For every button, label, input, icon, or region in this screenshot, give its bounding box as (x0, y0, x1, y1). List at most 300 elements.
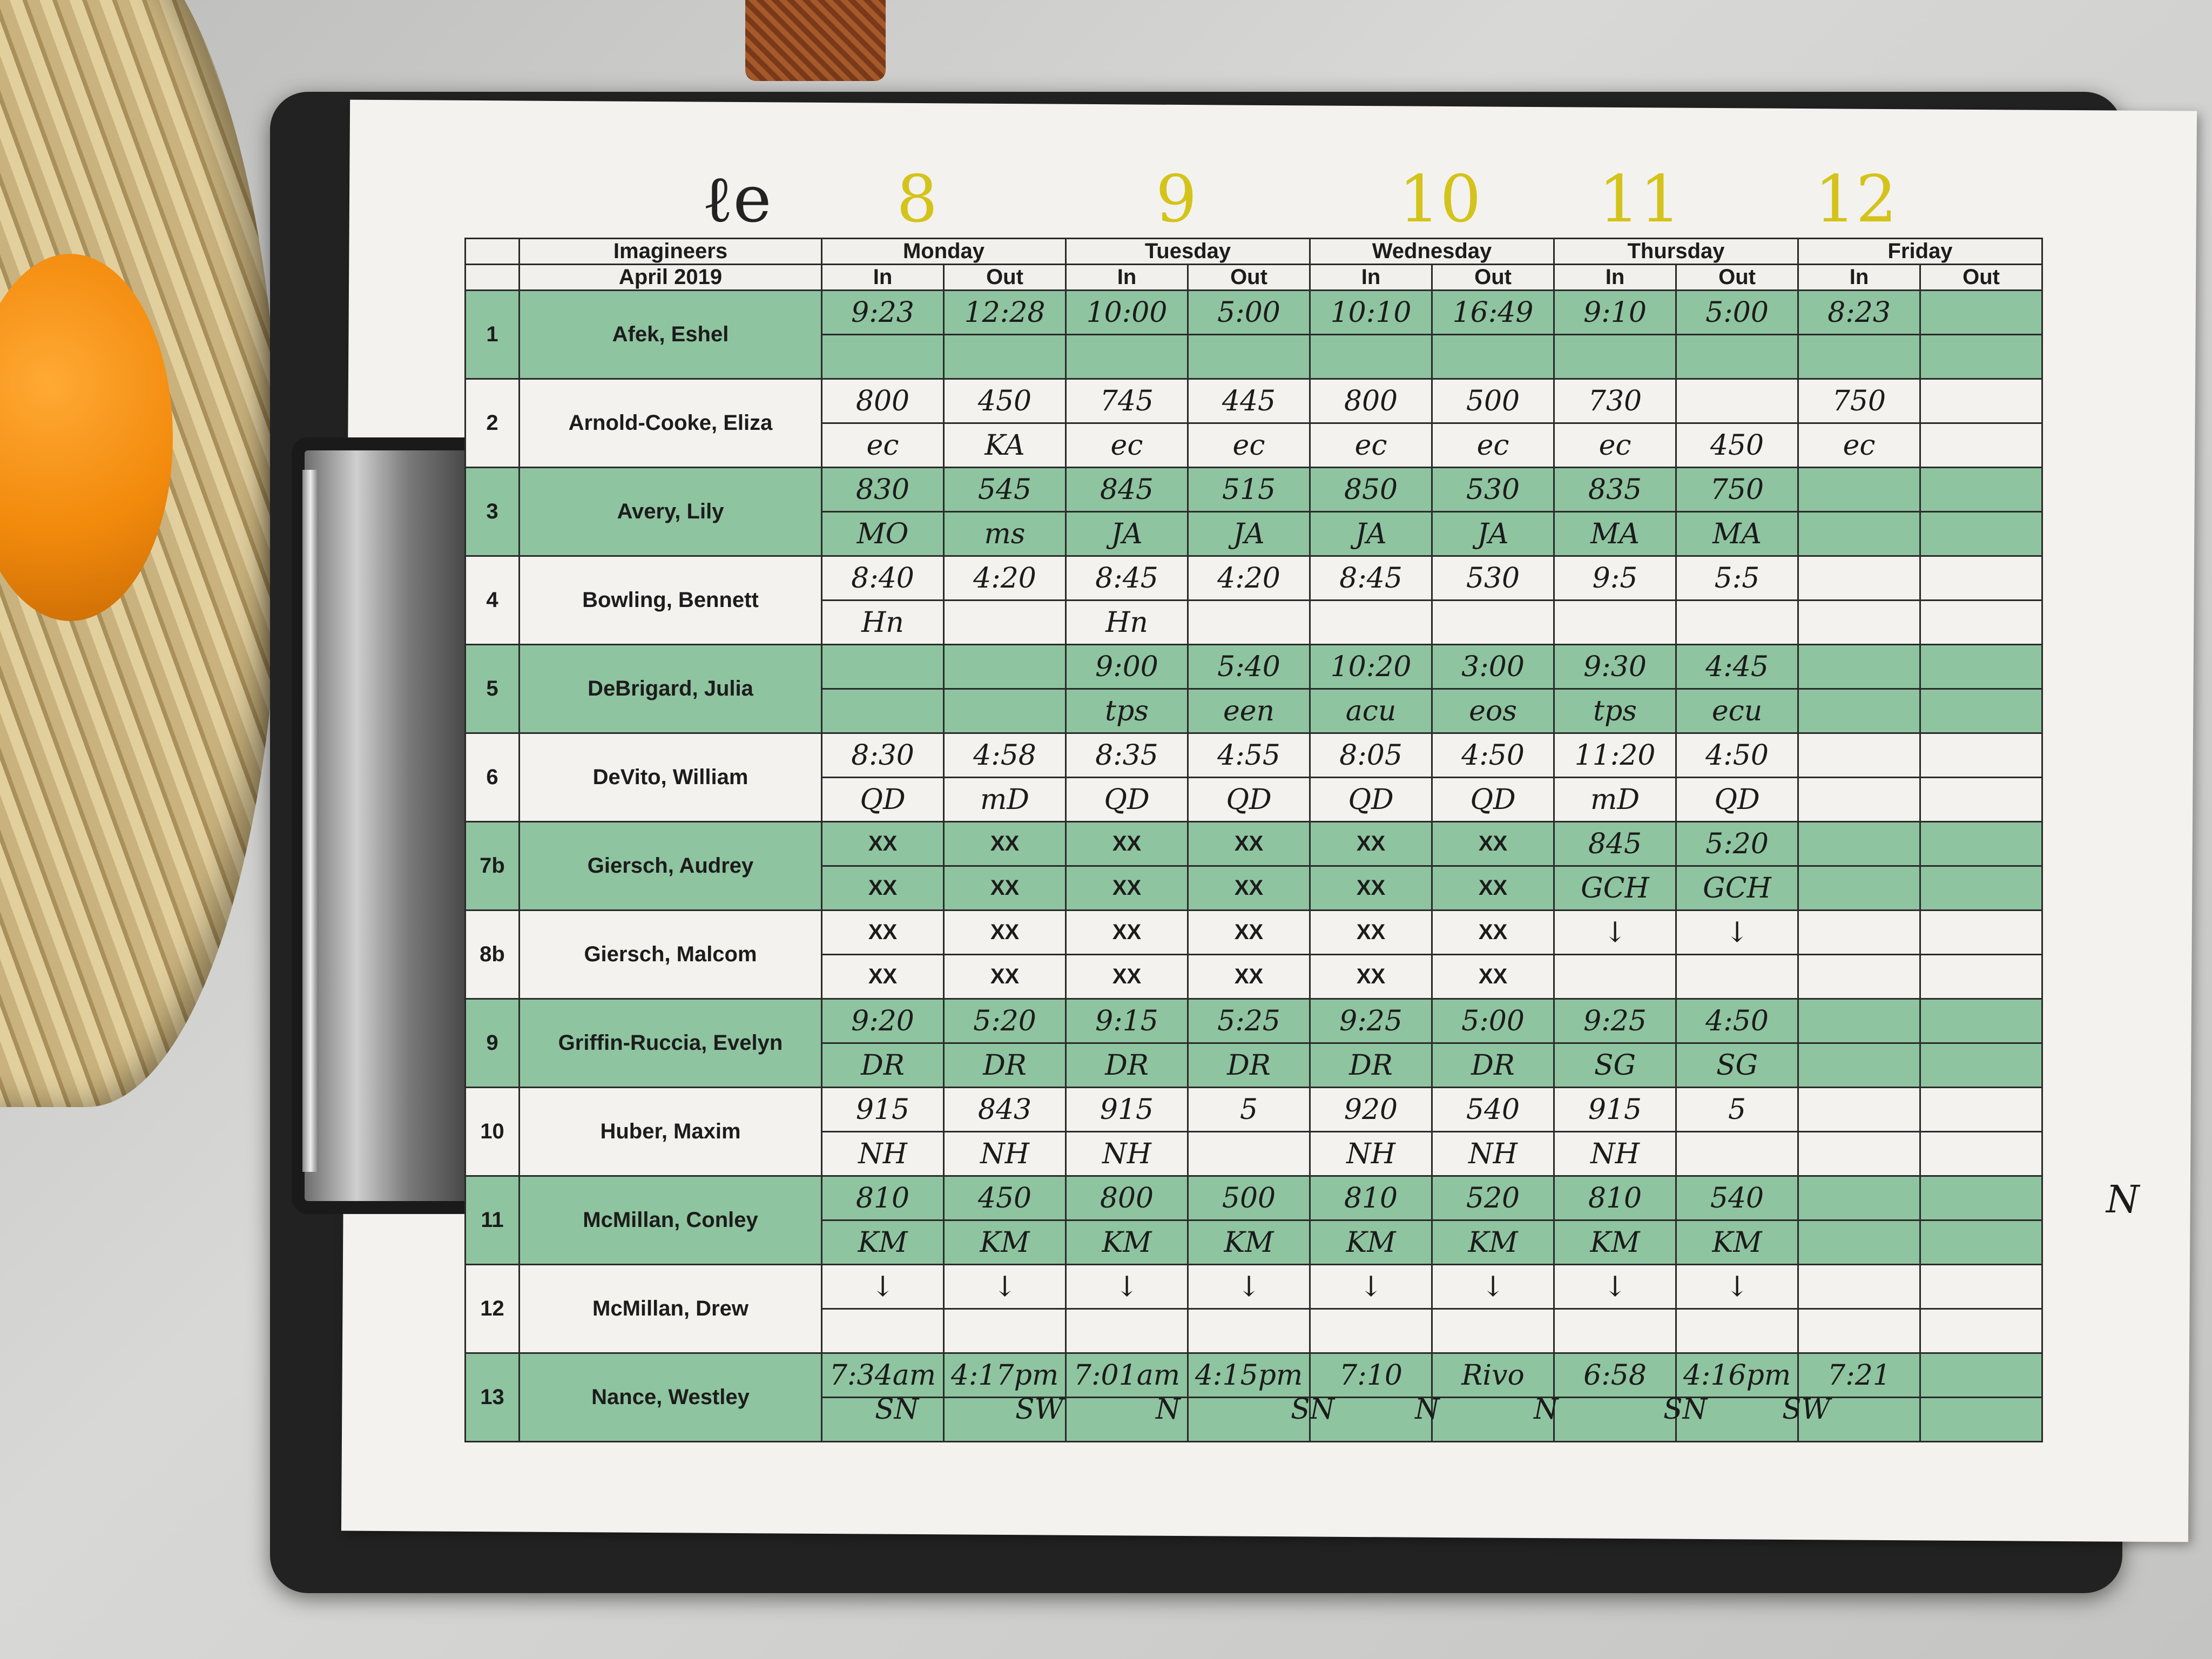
employee-name: McMillan, Conley (520, 1176, 822, 1265)
time-in-cell[interactable] (1554, 955, 1676, 999)
time-out-cell[interactable]: ↓ (1432, 1265, 1554, 1309)
time-in-cell[interactable]: NH (822, 1132, 944, 1176)
time-out-cell[interactable] (1920, 1265, 2042, 1309)
row-number: 10 (466, 1088, 520, 1176)
time-in-cell[interactable] (1554, 335, 1676, 379)
time-out-cell[interactable]: 4:55 (1188, 733, 1310, 778)
time-out-cell[interactable]: 5:20 (1676, 822, 1798, 866)
time-in-cell[interactable]: 9:15 (1066, 999, 1188, 1043)
time-in-cell[interactable]: 7:21 (1798, 1353, 1920, 1398)
time-in-cell[interactable]: ec (1554, 423, 1676, 468)
time-in-cell[interactable]: XX (822, 822, 944, 866)
row-number: 5 (466, 645, 520, 733)
time-out-cell[interactable]: KM (944, 1220, 1066, 1265)
time-out-cell[interactable]: 500 (1432, 379, 1554, 423)
time-out-cell[interactable] (1920, 1043, 2042, 1088)
time-out-cell[interactable] (1676, 1132, 1798, 1176)
time-out-cell[interactable] (1920, 1398, 2042, 1442)
time-out-cell[interactable] (1676, 379, 1798, 423)
time-out-cell[interactable]: 540 (1676, 1176, 1798, 1220)
table-row (466, 468, 2042, 512)
time-in-cell[interactable]: 800 (1066, 1176, 1188, 1220)
time-out-cell[interactable] (1920, 379, 2042, 423)
time-out-cell[interactable]: DR (1188, 1043, 1310, 1088)
time-in-cell[interactable]: ↓ (822, 1265, 944, 1309)
time-in-cell[interactable]: 10:10 (1310, 291, 1432, 335)
time-in-cell[interactable]: ↓ (1066, 1265, 1188, 1309)
side-initial-mark: N (2106, 1177, 2140, 1222)
time-out-cell[interactable]: 750 (1676, 468, 1798, 512)
time-out-cell[interactable]: ↓ (1188, 1265, 1310, 1309)
time-in-cell[interactable]: KM (1066, 1220, 1188, 1265)
time-out-cell[interactable] (1920, 601, 2042, 645)
time-in-cell[interactable] (1798, 1265, 1920, 1309)
time-out-cell[interactable] (1920, 512, 2042, 556)
time-in-cell[interactable] (1798, 866, 1920, 911)
time-in-cell[interactable]: DR (1310, 1043, 1432, 1088)
time-in-cell[interactable]: Hn (1066, 601, 1188, 645)
time-out-cell[interactable] (1920, 911, 2042, 955)
time-out-cell[interactable]: 450 (944, 1176, 1066, 1220)
time-out-cell[interactable]: ec (1188, 423, 1310, 468)
time-out-cell[interactable]: 520 (1432, 1176, 1554, 1220)
time-out-cell[interactable]: 5:40 (1188, 645, 1310, 689)
time-in-cell[interactable]: 810 (822, 1176, 944, 1220)
time-out-cell[interactable] (1432, 1309, 1554, 1353)
time-in-cell[interactable]: QD (822, 778, 944, 822)
day-header-tuesday: Tuesday (1066, 239, 1310, 265)
time-in-cell[interactable]: 835 (1554, 468, 1676, 512)
time-in-cell[interactable]: Hn (822, 601, 944, 645)
time-out-cell[interactable]: XX (1188, 866, 1310, 911)
time-out-cell[interactable]: 4:20 (944, 556, 1066, 601)
header-row-inout (466, 265, 2042, 291)
employee-name: Arnold-Cooke, Eliza (520, 379, 822, 468)
time-out-cell[interactable]: 5:25 (1188, 999, 1310, 1043)
time-out-cell[interactable]: XX (1432, 955, 1554, 999)
time-out-cell[interactable]: XX (1188, 955, 1310, 999)
time-out-cell[interactable] (1920, 1176, 2042, 1220)
time-in-cell[interactable]: XX (1310, 866, 1432, 911)
time-out-cell[interactable]: KA (944, 423, 1066, 468)
time-in-cell[interactable] (1798, 1220, 1920, 1265)
row-number: 3 (466, 468, 520, 556)
time-out-cell[interactable]: 5:00 (1188, 291, 1310, 335)
time-in-cell[interactable]: 800 (822, 379, 944, 423)
time-out-cell[interactable]: GCH (1676, 866, 1798, 911)
time-in-cell[interactable]: XX (1066, 822, 1188, 866)
in-label: In (1066, 265, 1188, 291)
time-out-cell[interactable]: KM (1432, 1220, 1554, 1265)
time-in-cell[interactable]: ↓ (1310, 1265, 1432, 1309)
time-out-cell[interactable]: 4:20 (1188, 556, 1310, 601)
time-out-cell[interactable]: XX (1432, 911, 1554, 955)
time-out-cell[interactable] (1188, 1309, 1310, 1353)
time-in-cell[interactable] (822, 335, 944, 379)
time-in-cell[interactable]: DR (1066, 1043, 1188, 1088)
time-out-cell[interactable]: QD (1432, 778, 1554, 822)
time-out-cell[interactable]: mD (944, 778, 1066, 822)
time-out-cell[interactable]: 4:15pm (1188, 1353, 1310, 1398)
time-in-cell[interactable]: XX (822, 955, 944, 999)
time-in-cell[interactable] (1798, 601, 1920, 645)
time-in-cell[interactable]: 7:01am (1066, 1353, 1188, 1398)
time-in-cell[interactable]: DR (822, 1043, 944, 1088)
time-out-cell[interactable]: ecu (1676, 689, 1798, 733)
attendance-table (464, 238, 2043, 1442)
time-out-cell[interactable]: 450 (1676, 423, 1798, 468)
time-in-cell[interactable]: 9:10 (1554, 291, 1676, 335)
time-in-cell[interactable]: XX (1066, 866, 1188, 911)
time-out-cell[interactable]: 5 (1188, 1088, 1310, 1132)
time-out-cell[interactable]: ms (944, 512, 1066, 556)
time-in-cell[interactable]: 8:40 (822, 556, 944, 601)
time-in-cell[interactable]: 10:00 (1066, 291, 1188, 335)
time-out-cell[interactable]: QD (1188, 778, 1310, 822)
time-in-cell[interactable]: 9:30 (1554, 645, 1676, 689)
table-row (466, 291, 2042, 335)
time-in-cell[interactable]: tps (1066, 689, 1188, 733)
time-out-cell[interactable] (1920, 999, 2042, 1043)
time-in-cell[interactable]: ec (822, 423, 944, 468)
time-in-cell[interactable]: 830 (822, 468, 944, 512)
table-row (466, 822, 2042, 866)
time-out-cell[interactable] (1188, 1132, 1310, 1176)
time-out-cell[interactable] (944, 1309, 1066, 1353)
time-in-cell[interactable]: 8:23 (1798, 291, 1920, 335)
time-out-cell[interactable]: XX (1432, 866, 1554, 911)
time-in-cell[interactable]: JA (1310, 512, 1432, 556)
employee-name: Giersch, Malcom (520, 911, 822, 999)
time-out-cell[interactable] (1920, 822, 2042, 866)
time-out-cell[interactable]: XX (1188, 822, 1310, 866)
time-in-cell[interactable]: 9:23 (822, 291, 944, 335)
time-in-cell[interactable]: 800 (1310, 379, 1432, 423)
time-in-cell[interactable]: 8:35 (1066, 733, 1188, 778)
time-out-cell[interactable]: ↓ (944, 1265, 1066, 1309)
time-in-cell[interactable]: ↓ (1554, 911, 1676, 955)
table-row (466, 733, 2042, 778)
time-out-cell[interactable]: QD (1676, 778, 1798, 822)
pencil-date-tuesday: 9 (1156, 162, 1197, 237)
time-in-cell[interactable]: QD (1310, 778, 1432, 822)
table-row (466, 911, 2042, 955)
day-header-thursday: Thursday (1554, 239, 1798, 265)
row-number: 12 (466, 1265, 520, 1353)
time-in-cell[interactable]: NH (1554, 1132, 1676, 1176)
employee-name: Griffin-Ruccia, Evelyn (520, 999, 822, 1088)
time-in-cell[interactable]: 9:20 (822, 999, 944, 1043)
time-in-cell[interactable]: XX (1310, 955, 1432, 999)
time-in-cell[interactable] (1798, 955, 1920, 999)
time-out-cell[interactable] (1676, 601, 1798, 645)
time-in-cell[interactable] (1798, 1043, 1920, 1088)
time-in-cell[interactable]: 810 (1310, 1176, 1432, 1220)
signoff-mark: SN (1291, 1393, 1335, 1426)
time-out-cell[interactable] (1676, 1309, 1798, 1353)
time-out-cell[interactable]: 4:45 (1676, 645, 1798, 689)
time-out-cell[interactable]: 545 (944, 468, 1066, 512)
time-in-cell[interactable]: 10:20 (1310, 645, 1432, 689)
time-in-cell[interactable]: 6:58 (1554, 1353, 1676, 1398)
time-in-cell[interactable]: 9:25 (1554, 999, 1676, 1043)
time-out-cell[interactable]: MA (1676, 512, 1798, 556)
time-in-cell[interactable] (1554, 1309, 1676, 1353)
time-in-cell[interactable]: 7:34am (822, 1353, 944, 1398)
time-in-cell[interactable] (1798, 822, 1920, 866)
time-out-cell[interactable] (1676, 335, 1798, 379)
time-out-cell[interactable]: 5:20 (944, 999, 1066, 1043)
time-in-cell[interactable]: XX (822, 911, 944, 955)
time-in-cell[interactable] (1066, 335, 1188, 379)
time-in-cell[interactable]: KM (822, 1220, 944, 1265)
time-in-cell[interactable]: 8:45 (1066, 556, 1188, 601)
time-in-cell[interactable]: NH (1310, 1132, 1432, 1176)
time-out-cell[interactable] (1920, 291, 2042, 335)
time-out-cell[interactable] (1920, 1353, 2042, 1398)
out-label: Out (1432, 265, 1554, 291)
attendance-rows (466, 291, 2042, 1442)
in-label: In (1310, 265, 1432, 291)
time-in-cell[interactable]: 915 (1066, 1088, 1188, 1132)
time-out-cell[interactable]: ↓ (1676, 911, 1798, 955)
time-out-cell[interactable]: 16:49 (1432, 291, 1554, 335)
time-in-cell[interactable] (1310, 1309, 1432, 1353)
time-in-cell[interactable]: 730 (1554, 379, 1676, 423)
time-in-cell[interactable] (1798, 556, 1920, 601)
time-in-cell[interactable] (822, 1309, 944, 1353)
time-in-cell[interactable]: MO (822, 512, 944, 556)
time-out-cell[interactable]: 4:50 (1432, 733, 1554, 778)
time-out-cell[interactable] (1920, 1220, 2042, 1265)
time-in-cell[interactable] (1798, 468, 1920, 512)
day-header-monday: Monday (822, 239, 1066, 265)
time-in-cell[interactable]: 915 (1554, 1088, 1676, 1132)
time-out-cell[interactable] (1920, 335, 2042, 379)
time-in-cell[interactable]: NH (1066, 1132, 1188, 1176)
employee-name: Giersch, Audrey (520, 822, 822, 911)
time-out-cell[interactable] (1920, 1309, 2042, 1353)
signoff-mark: SN (1663, 1393, 1708, 1426)
table-row (466, 1176, 2042, 1220)
time-out-cell[interactable]: ec (1432, 423, 1554, 468)
time-out-cell[interactable] (1676, 955, 1798, 999)
time-in-cell[interactable]: tps (1554, 689, 1676, 733)
time-in-cell[interactable]: 915 (822, 1088, 944, 1132)
time-in-cell[interactable] (822, 645, 944, 689)
time-out-cell[interactable]: 4:17pm (944, 1353, 1066, 1398)
time-in-cell[interactable] (1798, 1132, 1920, 1176)
time-out-cell[interactable]: SG (1676, 1043, 1798, 1088)
time-out-cell[interactable]: KM (1188, 1220, 1310, 1265)
time-out-cell[interactable]: XX (1188, 911, 1310, 955)
time-in-cell[interactable]: 9:5 (1554, 556, 1676, 601)
time-in-cell[interactable] (822, 689, 944, 733)
time-in-cell[interactable] (1798, 1088, 1920, 1132)
time-in-cell[interactable] (1798, 645, 1920, 689)
row-number: 7b (466, 822, 520, 911)
table-row (466, 556, 2042, 601)
pencil-date-friday: 12 (1815, 162, 1897, 237)
time-out-cell[interactable]: 4:50 (1676, 999, 1798, 1043)
time-in-cell[interactable]: GCH (1554, 866, 1676, 911)
time-out-cell[interactable]: 500 (1188, 1176, 1310, 1220)
time-out-cell[interactable] (1920, 1132, 2042, 1176)
time-out-cell[interactable]: XX (944, 955, 1066, 999)
time-out-cell[interactable]: 843 (944, 1088, 1066, 1132)
time-out-cell[interactable] (1432, 335, 1554, 379)
time-in-cell[interactable]: ec (1310, 423, 1432, 468)
time-in-cell[interactable]: 11:20 (1554, 733, 1676, 778)
time-out-cell[interactable]: 4:58 (944, 733, 1066, 778)
time-out-cell[interactable] (944, 601, 1066, 645)
time-out-cell[interactable]: JA (1432, 512, 1554, 556)
time-out-cell[interactable]: 12:28 (944, 291, 1066, 335)
employee-name: Afek, Eshel (520, 291, 822, 379)
time-out-cell[interactable] (1920, 955, 2042, 999)
time-in-cell[interactable]: KM (1310, 1220, 1432, 1265)
time-out-cell[interactable]: 5 (1676, 1088, 1798, 1132)
time-in-cell[interactable]: 8:05 (1310, 733, 1432, 778)
time-out-cell[interactable]: XX (944, 822, 1066, 866)
time-out-cell[interactable]: KM (1676, 1220, 1798, 1265)
employee-name: Bowling, Bennett (520, 556, 822, 645)
pencil-initial: ℓe (702, 162, 772, 237)
time-out-cell[interactable]: DR (944, 1043, 1066, 1088)
time-out-cell[interactable] (944, 335, 1066, 379)
time-in-cell[interactable]: 810 (1554, 1176, 1676, 1220)
time-in-cell[interactable]: JA (1066, 512, 1188, 556)
row-number: 9 (466, 999, 520, 1088)
time-in-cell[interactable]: 9:00 (1066, 645, 1188, 689)
time-out-cell[interactable]: 450 (944, 379, 1066, 423)
time-in-cell[interactable] (1554, 1398, 1676, 1442)
time-in-cell[interactable] (1798, 689, 1920, 733)
time-in-cell[interactable]: XX (1066, 911, 1188, 955)
time-out-cell[interactable] (1920, 778, 2042, 822)
time-out-cell[interactable]: DR (1432, 1043, 1554, 1088)
time-out-cell[interactable]: XX (1432, 822, 1554, 866)
time-out-cell[interactable] (1920, 866, 2042, 911)
time-out-cell[interactable]: Rivo (1432, 1353, 1554, 1398)
time-out-cell[interactable]: XX (944, 911, 1066, 955)
time-in-cell[interactable] (1798, 999, 1920, 1043)
time-in-cell[interactable]: ↓ (1554, 1265, 1676, 1309)
employee-name: DeVito, William (520, 733, 822, 822)
time-out-cell[interactable] (1920, 733, 2042, 778)
out-label: Out (944, 265, 1066, 291)
time-in-cell[interactable] (1798, 778, 1920, 822)
time-in-cell[interactable] (1798, 733, 1920, 778)
time-in-cell[interactable]: KM (1554, 1220, 1676, 1265)
time-in-cell[interactable]: 920 (1310, 1088, 1432, 1132)
time-out-cell[interactable]: eos (1432, 689, 1554, 733)
time-out-cell[interactable]: 515 (1188, 468, 1310, 512)
time-out-cell[interactable] (1920, 423, 2042, 468)
time-out-cell[interactable]: 540 (1432, 1088, 1554, 1132)
time-out-cell[interactable] (1920, 556, 2042, 601)
signoff-mark: N (1534, 1393, 1559, 1426)
time-out-cell[interactable]: NH (1432, 1132, 1554, 1176)
time-out-cell[interactable] (1920, 689, 2042, 733)
time-in-cell[interactable]: XX (1310, 911, 1432, 955)
time-out-cell[interactable] (1432, 601, 1554, 645)
time-out-cell[interactable] (944, 645, 1066, 689)
time-in-cell[interactable]: 750 (1798, 379, 1920, 423)
time-in-cell[interactable]: XX (1066, 955, 1188, 999)
time-out-cell[interactable]: NH (944, 1132, 1066, 1176)
time-in-cell[interactable]: 845 (1066, 468, 1188, 512)
time-in-cell[interactable]: 850 (1310, 468, 1432, 512)
time-in-cell[interactable] (1310, 601, 1432, 645)
time-out-cell[interactable]: 4:50 (1676, 733, 1798, 778)
employee-name: Nance, Westley (520, 1353, 822, 1442)
time-out-cell[interactable] (1920, 468, 2042, 512)
time-in-cell[interactable]: 9:25 (1310, 999, 1432, 1043)
basket-corner (745, 0, 886, 81)
time-out-cell[interactable]: ↓ (1676, 1265, 1798, 1309)
time-out-cell[interactable] (1188, 335, 1310, 379)
time-in-cell[interactable] (1798, 1176, 1920, 1220)
time-in-cell[interactable]: ec (1066, 423, 1188, 468)
time-in-cell[interactable] (1798, 1309, 1920, 1353)
time-in-cell[interactable]: XX (822, 866, 944, 911)
time-in-cell[interactable] (1798, 512, 1920, 556)
time-in-cell[interactable] (1798, 335, 1920, 379)
time-in-cell[interactable] (1798, 911, 1920, 955)
time-out-cell[interactable]: 4:16pm (1676, 1353, 1798, 1398)
day-header-friday: Friday (1798, 239, 2042, 265)
time-in-cell[interactable] (1554, 601, 1676, 645)
time-out-cell[interactable]: 5:00 (1676, 291, 1798, 335)
time-out-cell[interactable] (1920, 645, 2042, 689)
time-out-cell[interactable]: een (1188, 689, 1310, 733)
out-label: Out (1920, 265, 2042, 291)
time-in-cell[interactable] (1310, 335, 1432, 379)
time-out-cell[interactable] (944, 689, 1066, 733)
time-in-cell[interactable]: MA (1554, 512, 1676, 556)
time-out-cell[interactable]: 530 (1432, 468, 1554, 512)
corner-cell (466, 239, 520, 265)
time-in-cell[interactable]: 7:10 (1310, 1353, 1432, 1398)
time-out-cell[interactable]: 5:5 (1676, 556, 1798, 601)
time-out-cell[interactable]: 530 (1432, 556, 1554, 601)
time-out-cell[interactable]: JA (1188, 512, 1310, 556)
in-label: In (1554, 265, 1676, 291)
time-in-cell[interactable]: acu (1310, 689, 1432, 733)
time-in-cell[interactable]: ec (1798, 423, 1920, 468)
time-in-cell[interactable]: 845 (1554, 822, 1676, 866)
row-number: 2 (466, 379, 520, 468)
row-number: 4 (466, 556, 520, 645)
time-in-cell[interactable]: mD (1554, 778, 1676, 822)
time-in-cell[interactable]: QD (1066, 778, 1188, 822)
time-in-cell[interactable]: 8:30 (822, 733, 944, 778)
time-in-cell[interactable]: 8:45 (1310, 556, 1432, 601)
sheet-title: Imagineers (520, 239, 822, 265)
time-in-cell[interactable]: 745 (1066, 379, 1188, 423)
time-in-cell[interactable]: SG (1554, 1043, 1676, 1088)
time-in-cell[interactable] (1066, 1309, 1188, 1353)
time-out-cell[interactable]: XX (944, 866, 1066, 911)
time-in-cell[interactable]: XX (1310, 822, 1432, 866)
time-out-cell[interactable]: 3:00 (1432, 645, 1554, 689)
time-out-cell[interactable] (1188, 601, 1310, 645)
time-out-cell[interactable] (1920, 1088, 2042, 1132)
time-out-cell[interactable]: 445 (1188, 379, 1310, 423)
in-label: In (1798, 265, 1920, 291)
time-out-cell[interactable]: 5:00 (1432, 999, 1554, 1043)
